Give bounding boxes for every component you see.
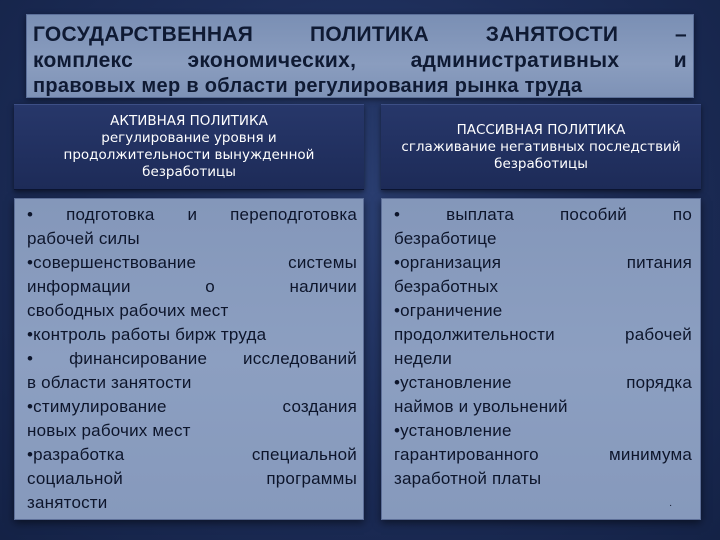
passive-line: наймов и увольнений (394, 397, 568, 416)
passive-line: безработице (394, 229, 497, 248)
passive-line: недели (394, 349, 452, 368)
active-line: занятости (27, 493, 108, 512)
active-policy-panel (14, 198, 364, 520)
passive-line: • выплата пособий по (394, 205, 692, 224)
active-line: свободных рабочих мест (27, 301, 229, 320)
active-line: в области занятости (27, 373, 192, 392)
active-line: новых рабочих мест (27, 421, 191, 440)
passive-line: продолжительности рабочей (394, 325, 692, 344)
passive-policy-heading: ПАССИВНАЯ ПОЛИТИКА (456, 121, 626, 138)
active-line: •стимулирование создания (27, 397, 357, 416)
passive-policy-header (381, 104, 701, 190)
active-line: • подготовка и переподготовка (27, 205, 357, 224)
active-policy-subtitle-2: продолжительности вынужденной (63, 147, 315, 163)
active-line: •разработка специальной (27, 445, 357, 464)
passive-line: •установление (394, 421, 512, 440)
active-line: •совершенствование системы (27, 253, 357, 272)
passive-policy-subtitle-2: безработицы (494, 155, 588, 172)
active-line: информации о наличии (27, 277, 357, 296)
passive-line: гарантированного минимума (394, 445, 692, 464)
active-policy-heading: АКТИВНАЯ ПОЛИТИКА (110, 113, 268, 129)
title-line-3: правовых мер в области регулирования рынка труда (33, 75, 583, 97)
passive-policy-panel (381, 198, 701, 520)
title-line-1: ГОСУДАРСТВЕННАЯ ПОЛИТИКА ЗАНЯТОСТИ – (33, 23, 687, 46)
passive-line: безработных (394, 277, 499, 296)
passive-line: заработной платы (394, 469, 542, 488)
active-line: социальной программы (27, 469, 357, 488)
passive-line: •организация питания (394, 253, 692, 272)
trailing-dot: . (669, 498, 672, 509)
active-policy-header (14, 104, 364, 190)
title-box (26, 14, 694, 98)
passive-line: •установление порядка (394, 373, 692, 392)
passive-line: •ограничение (394, 301, 503, 320)
active-line: • финансирование исследований (27, 349, 357, 368)
active-policy-subtitle-3: безработицы (142, 164, 236, 180)
title-line-2: комплекс экономических, административных и (33, 49, 687, 72)
active-line: •контроль работы бирж труда (27, 325, 267, 344)
passive-policy-subtitle-1: сглаживание негативных последствий (401, 138, 681, 155)
active-line: рабочей силы (27, 229, 140, 248)
active-policy-subtitle-1: регулирование уровня и (101, 130, 277, 146)
